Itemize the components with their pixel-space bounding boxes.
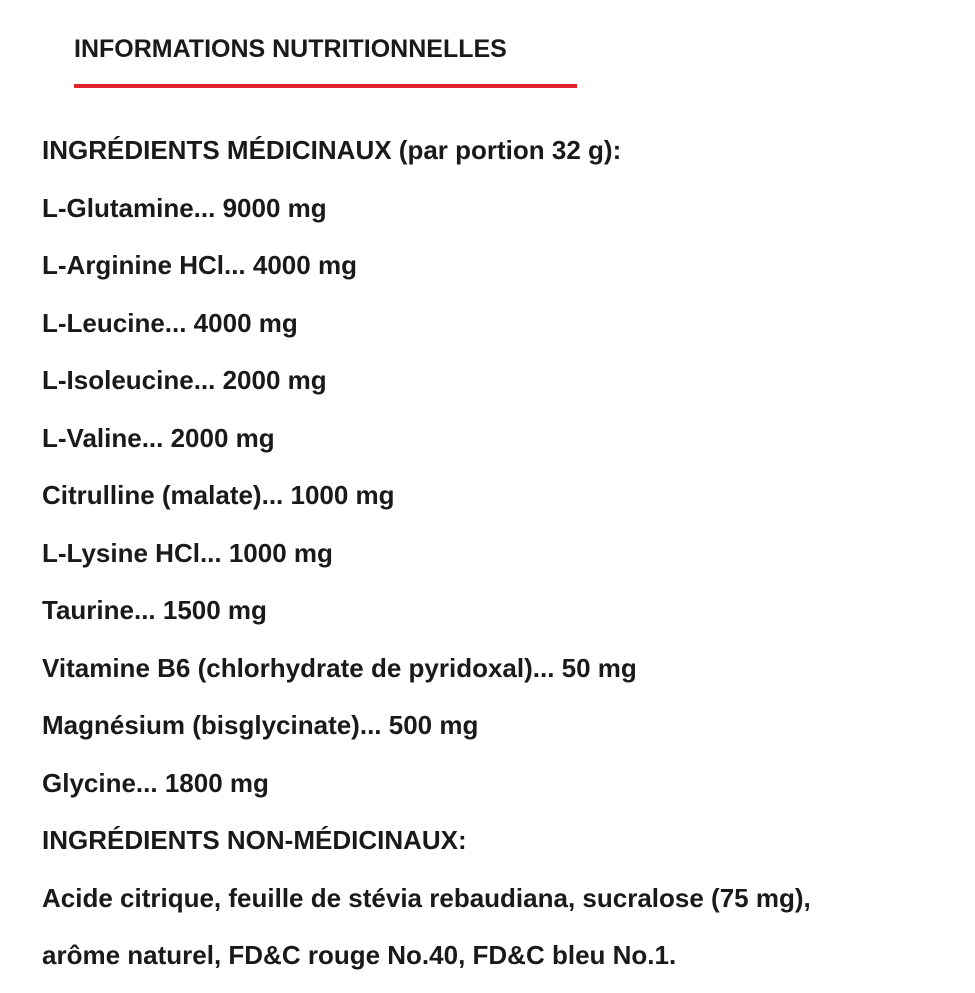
ingredient-line: L-Isoleucine... 2000 mg [42, 365, 327, 395]
ingredient-line: Citrulline (malate)... 1000 mg [42, 480, 395, 510]
non-medicinal-ingredients-text: arôme naturel, FD&C rouge No.40, FD&C bleu No.1. [42, 940, 677, 970]
ingredient-line: L-Leucine... 4000 mg [42, 307, 298, 338]
ingredient-line: L-Lysine HCl... 1000 mg [42, 537, 333, 568]
tab-title: INFORMATIONS NUTRITIONNELLES [74, 35, 507, 63]
ingredient-line: Glycine... 1800 mg [42, 767, 269, 798]
non-medicinal-ingredients-heading: INGRÉDIENTS NON-MÉDICINAUX: [42, 825, 467, 855]
non-medicinal-ingredients-text: Acide citrique, feuille de stévia rebaudiana, sucralose (75 mg), [42, 882, 811, 913]
nutrition-content [42, 122, 952, 985]
ingredient-line: L-Valine... 2000 mg [42, 422, 275, 453]
ingredient-line: L-Arginine HCl... 4000 mg [42, 250, 357, 280]
nutrition-tab[interactable] [74, 30, 577, 88]
medicinal-ingredients-heading: INGRÉDIENTS MÉDICINAUX (par portion 32 g): [42, 135, 622, 165]
ingredient-line: Taurine... 1500 mg [42, 595, 267, 625]
ingredient-line: L-Glutamine... 9000 mg [42, 192, 327, 223]
ingredient-line: Magnésium (bisglycinate)... 500 mg [42, 710, 479, 740]
tab-active-underline [74, 84, 577, 88]
ingredient-line: Vitamine B6 (chlorhydrate de pyridoxal)... 50 mg [42, 652, 637, 683]
